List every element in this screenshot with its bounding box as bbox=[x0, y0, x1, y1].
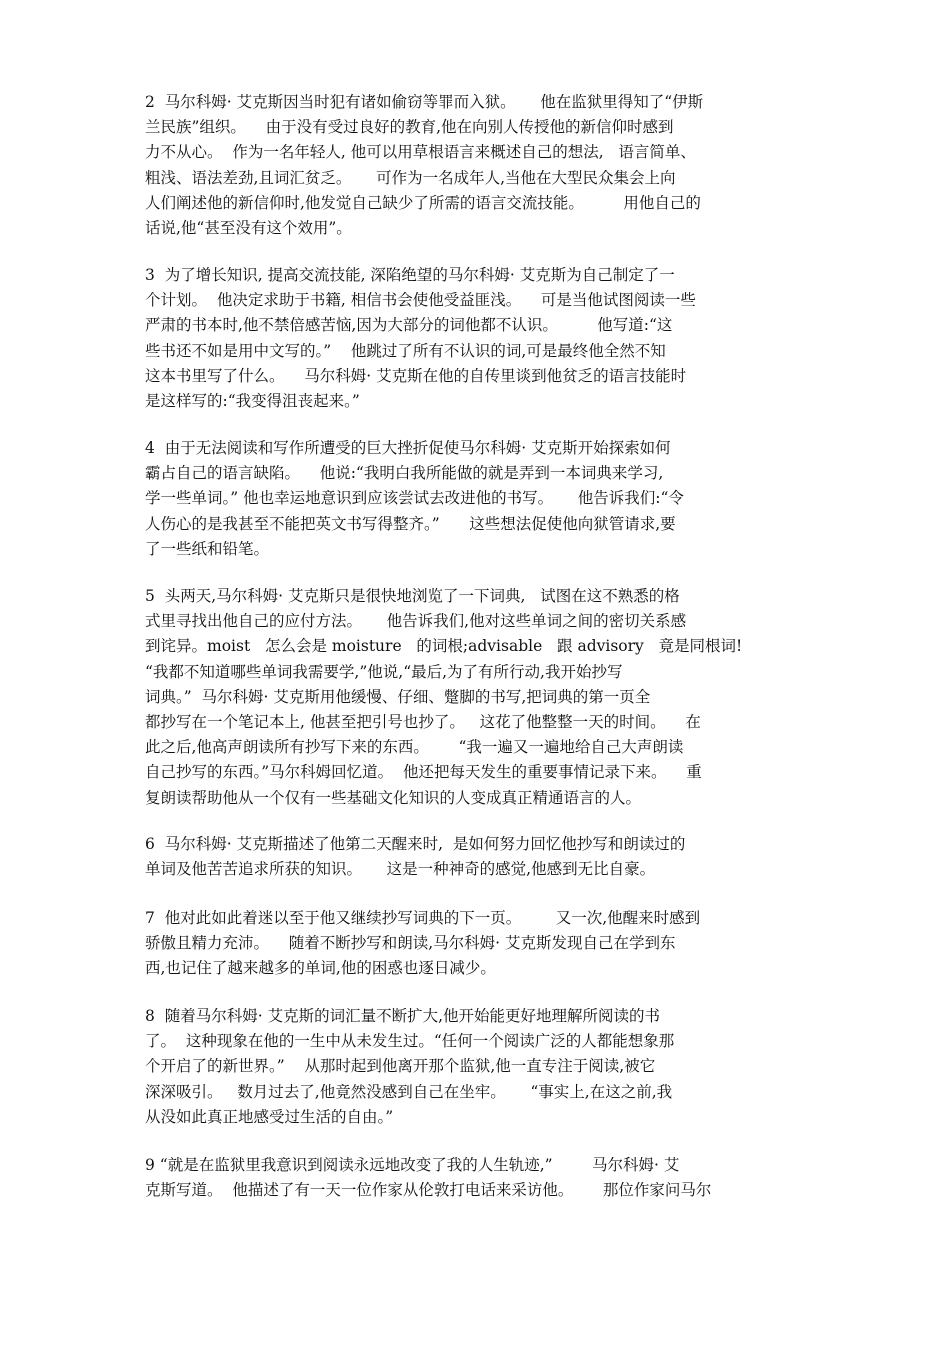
paragraph-line: 了。 这种现象在他的一生中从未发生过。“任何一个阅读广泛的人都能想象那 bbox=[145, 1032, 675, 1051]
paragraph-line: 9 “就是在监狱里我意识到阅读永远地改变了我的人生轨迹,” 马尔科姆· 艾 bbox=[145, 1156, 680, 1174]
paragraph-line: 2 马尔科姆· 艾克斯因当时犯有诸如偷窃等罪而入狱。 他在监狱里得知了“伊斯 bbox=[145, 93, 704, 111]
paragraph-line: “我都不知道哪些单词我需要学,”他说,“最后,为了有所行动,我开始抄写 bbox=[145, 662, 623, 681]
paragraph-line: 到诧异。moist 怎么会是 moisture 的词根;advisable 跟 advisory 竟是同根词! bbox=[145, 637, 743, 656]
paragraph-line: 力不从心。 作为一名年轻人, 他可以用草根语言来概述自己的想法, 语言简单、 bbox=[145, 143, 696, 162]
paragraph-3 bbox=[145, 263, 696, 414]
paragraph-line: 个开启了的新世界。” 从那时起到他离开那个监狱,他一直专注于阅读,被它 bbox=[145, 1057, 656, 1076]
paragraph-line: 8 随着马尔科姆· 艾克斯的词汇量不断扩大,他开始能更好地理解所阅读的书 bbox=[145, 1007, 660, 1025]
paragraph-8 bbox=[145, 1004, 674, 1130]
paragraph-5 bbox=[145, 584, 742, 811]
paragraph-line: 人们阐述他的新信仰时,他发觉自己缺少了所需的语言交流技能。 用他自己的 bbox=[145, 193, 701, 212]
paragraph-7 bbox=[145, 906, 700, 982]
paragraph-line: 兰民族”组织。 由于没有受过良好的教育,他在向别人传授他的新信仰时感到 bbox=[145, 118, 674, 137]
paragraph-9 bbox=[145, 1153, 711, 1203]
paragraph-line: 些书还不如是用中文写的。” 他跳过了所有不认识的词,可是最终他全然不知 bbox=[145, 341, 666, 360]
paragraph-line: 4 由于无法阅读和写作所遭受的巨大挫折促使马尔科姆· 艾克斯开始探索如何 bbox=[145, 439, 671, 457]
paragraph-line: 都抄写在一个笔记本上, 他甚至把引号也抄了。 这花了他整整一天的时间。 在 bbox=[145, 712, 701, 731]
paragraph-line: 话说,他“甚至没有这个效用”。 bbox=[145, 218, 352, 237]
paragraph-line: 从没如此真正地感受过生活的自由。” bbox=[145, 1107, 394, 1126]
paragraph-line: 个计划。 他决定求助于书籍, 相信书会使他受益匪浅。 可是当他试图阅读一些 bbox=[145, 291, 696, 310]
paragraph-line: 复朗读帮助他从一个仅有一些基础文化知识的人变成真正精通语言的人。 bbox=[145, 788, 642, 807]
paragraph-line: 西,也记住了越来越多的单词,他的困惑也逐日减少。 bbox=[145, 959, 496, 978]
paragraph-6 bbox=[145, 832, 685, 882]
paragraph-line: 词典。” 马尔科姆· 艾克斯用他缓慢、仔细、蹩脚的书写,把词典的第一页全 bbox=[145, 687, 651, 706]
paragraph-line: 人伤心的是我甚至不能把英文书写得整齐。” 这些想法促使他向狱管请求,要 bbox=[145, 514, 676, 533]
paragraph-line: 此之后,他高声朗读所有抄写下来的东西。 “我一遍又一遍地给自己大声朗读 bbox=[145, 738, 684, 757]
paragraph-4 bbox=[145, 436, 684, 562]
paragraph-line: 深深吸引。 数月过去了,他竟然没感到自己在坐牢。 “事实上,在这之前,我 bbox=[145, 1082, 673, 1101]
paragraph-line: 6 马尔科姆· 艾克斯描述了他第二天醒来时, 是如何努力回忆他抄写和朗读过的 bbox=[145, 835, 686, 853]
paragraph-line: 是这样写的:“我变得沮丧起来。” bbox=[145, 391, 360, 410]
paragraph-line: 学一些单词。” 他也幸运地意识到应该尝试去改进他的书写。 他告诉我们:“令 bbox=[145, 489, 684, 508]
paragraph-line: 骄傲且精力充沛。 随着不断抄写和朗读,马尔科姆· 艾克斯发现自己在学到东 bbox=[145, 934, 676, 953]
paragraph-line: 粗浅、语法差劲,且词汇贫乏。 可作为一名成年人,当他在大型民众集会上向 bbox=[145, 168, 676, 187]
paragraph-line: 自己抄写的东西。”马尔科姆回忆道。 他还把每天发生的重要事情记录下来。 重 bbox=[145, 763, 702, 782]
paragraph-line: 7 他对此如此着迷以至于他又继续抄写词典的下一页。 又一次,他醒来时感到 bbox=[145, 909, 701, 927]
paragraph-line: 式里寻找出他自己的应付方法。 他告诉我们,他对这些单词之间的密切关系感 bbox=[145, 612, 687, 631]
paragraph-2 bbox=[145, 90, 703, 241]
paragraph-line: 3 为了增长知识, 提高交流技能, 深陷绝望的马尔科姆· 艾克斯为自己制定了一 bbox=[145, 266, 675, 284]
paragraph-line: 严肃的书本时,他不禁倍感苦恼,因为大部分的词他都不认识。 他写道:“这 bbox=[145, 316, 673, 335]
paragraph-line: 这本书里写了什么。 马尔科姆· 艾克斯在他的自传里谈到他贫乏的语言技能时 bbox=[145, 366, 687, 385]
paragraph-line: 了一些纸和铅笔。 bbox=[145, 539, 270, 558]
paragraph-line: 5 头两天,马尔科姆· 艾克斯只是很快地浏览了一下词典, 试图在这不熟悉的格 bbox=[145, 587, 680, 605]
paragraph-line: 霸占自己的语言缺陷。 他说:“我明白我所能做的就是弄到一本词典来学习, bbox=[145, 464, 664, 483]
paragraph-line: 单词及他苦苦追求所获的知识。 这是一种神奇的感觉,他感到无比自豪。 bbox=[145, 860, 656, 879]
paragraph-line: 克斯写道。 他描述了有一天一位作家从伦敦打电话来采访他。 那位作家问马尔 bbox=[145, 1181, 712, 1200]
